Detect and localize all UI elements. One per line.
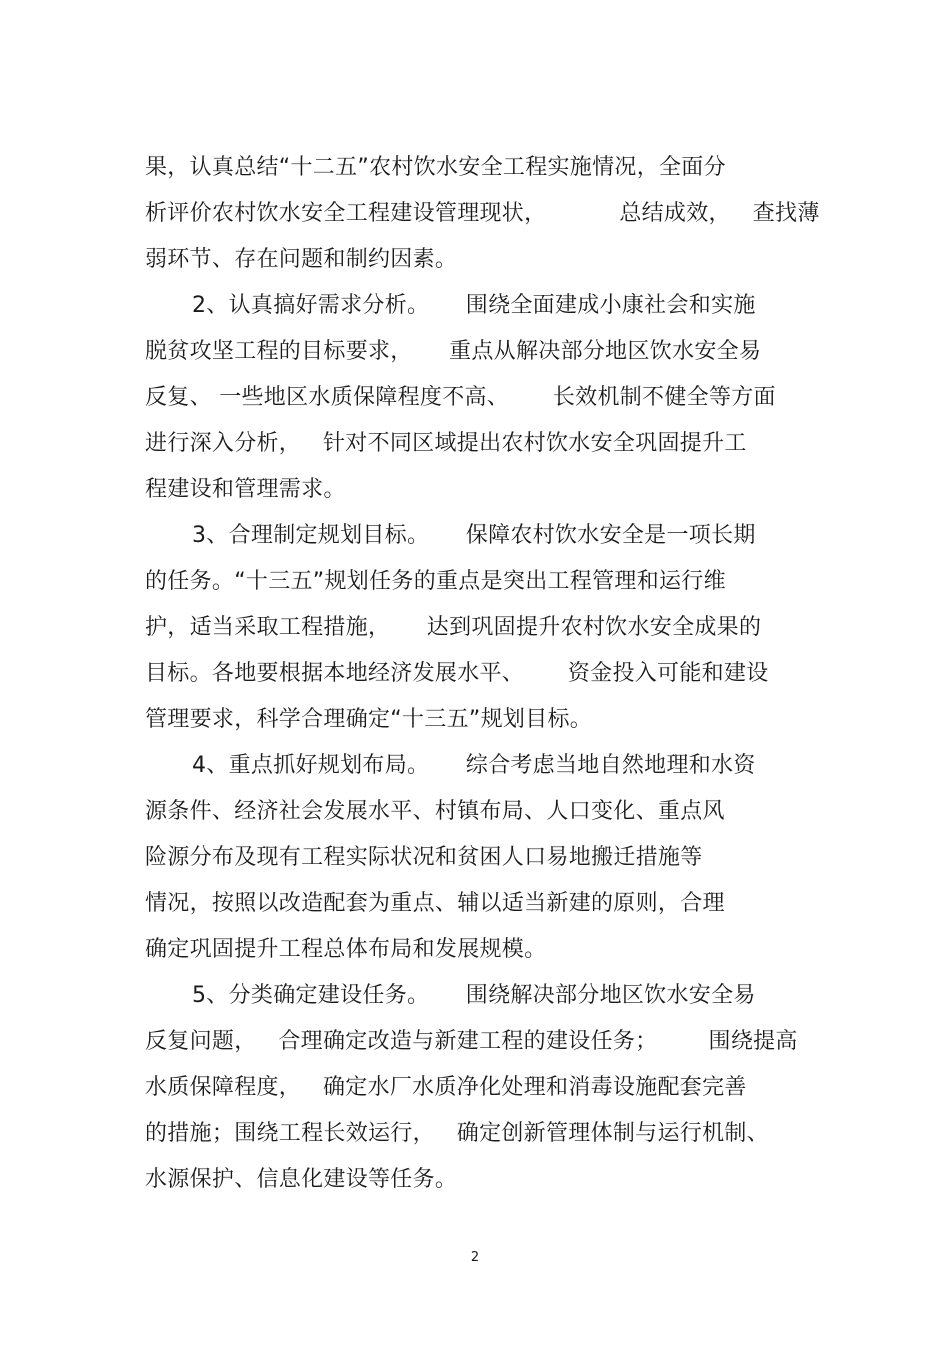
paragraph-heading-line: 4、重点抓好规划布局。 综合考虑当地自然地理和水资	[192, 753, 756, 778]
paragraph-heading-line: 5、分类确定建设任务。 围绕解决部分地区饮水安全易	[192, 983, 756, 1008]
text-line: 水源保护、信息化建设等任务。	[145, 1167, 458, 1192]
text-line: 反复、 一些地区水质保障程度不高、 长效机制不健全等方面	[145, 385, 776, 410]
text-line: 险源分布及现有工程实际状况和贫困人口易地搬迁措施等	[145, 845, 703, 870]
text-line: 果，认真总结“十二五”农村饮水安全工程实施情况，全面分	[145, 155, 726, 180]
text-line: 程建设和管理需求。	[145, 477, 346, 502]
text-line: 弱环节、存在问题和制约因素。	[145, 247, 458, 272]
text-line: 进行深入分析， 针对不同区域提出农村饮水安全巩固提升工	[145, 431, 747, 456]
text-line: 水质保障程度， 确定水厂水质净化处理和消毒设施配套完善	[145, 1075, 747, 1100]
page-number: 2	[470, 1250, 480, 1265]
text-line: 目标。各地要根据本地经济发展水平、 资金投入可能和建设	[145, 661, 769, 686]
text-line: 确定巩固提升工程总体布局和发展规模。	[145, 937, 547, 962]
text-line: 情况，按照以改造配套为重点、辅以适当新建的原则，合理	[145, 891, 725, 916]
text-line: 脱贫攻坚工程的目标要求， 重点从解决部分地区饮水安全易	[145, 339, 762, 364]
paragraph-heading-line: 3、合理制定规划目标。 保障农村饮水安全是一项长期	[192, 523, 756, 548]
text-line: 源条件、经济社会发展水平、村镇布局、人口变化、重点风	[145, 799, 725, 824]
text-line: 护，适当采取工程措施， 达到巩固提升农村饮水安全成果的	[145, 615, 762, 640]
text-line: 反复问题， 合理确定改造与新建工程的建设任务； 围绕提高	[145, 1029, 798, 1054]
text-line: 的任务。“十三五”规划任务的重点是突出工程管理和运行维	[145, 569, 726, 594]
text-line: 析评价农村饮水安全工程建设管理现状， 总结成效， 查找薄	[145, 201, 820, 226]
paragraph-heading-line: 2、认真搞好需求分析。 围绕全面建成小康社会和实施	[192, 293, 756, 318]
text-line: 管理要求，科学合理确定“十三五”规划目标。	[145, 707, 593, 732]
text-line: 的措施；围绕工程长效运行， 确定创新管理体制与运行机制、	[145, 1121, 769, 1146]
